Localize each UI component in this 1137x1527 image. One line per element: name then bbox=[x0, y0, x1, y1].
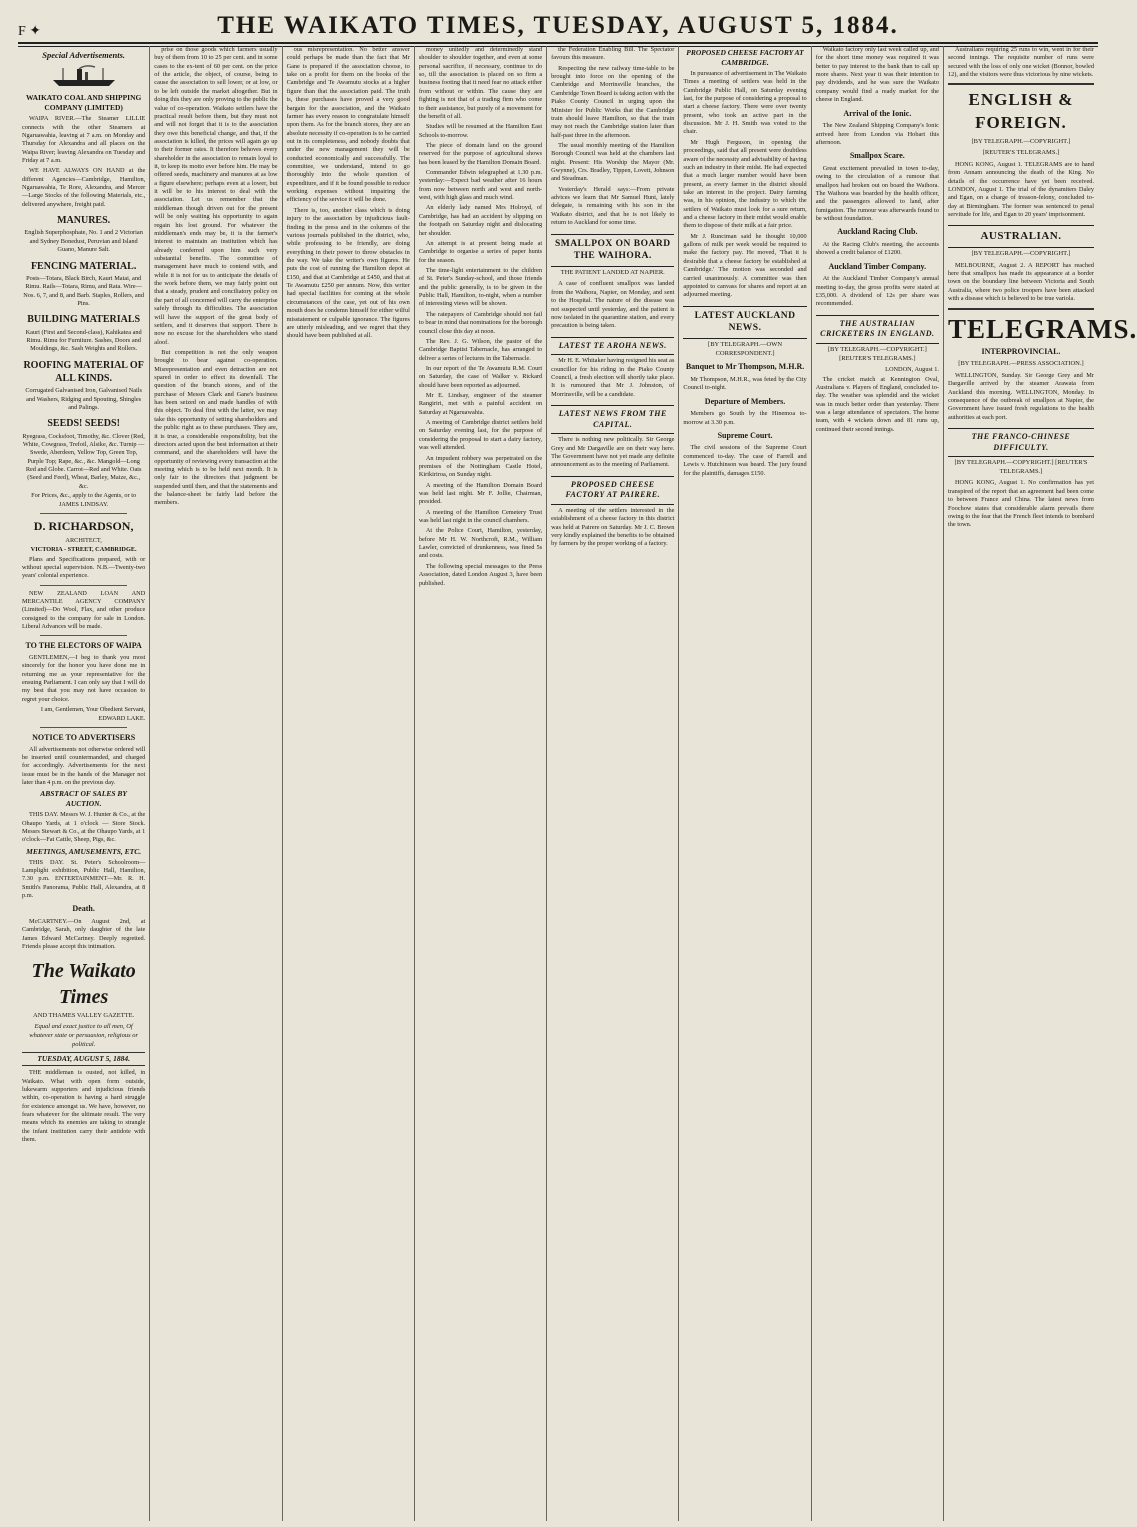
seeds-body: Ryegrass, Cocksfoot, Timothy, &c. Clover (Red, White, Cowgrass, Trefoil, Alsike, &c. Turnip — Swede, Aberdeen, Yellow Top, Green Top, Purple Top; Rape, &c., &c. Mangold—Long Red and Globe. Carrot—Red and White. Oats (Seed and Feed), Wheat, Barley, Maize, &c., &c. bbox=[22, 432, 145, 490]
english-foreign-body: HONG KONG, August 1. TELEGRAMS are to hand from Annam announcing the death of the King. No details of the occurrence have yet been received. LONDON, August 1. The trial of the dynamiters Daley and Egan, on a charge of treason-felony, concluded to-day at Birmingham. The former was sentenced to penal servitude for life, and Egan to 20 years' imprisonment. bbox=[947, 160, 1094, 219]
local-item-ratepayers: The ratepayers of Cambridge should not fail to bear in mind that nominations for the borough council close this day at noon. bbox=[418, 310, 543, 335]
smallpox-scare-body: Great excitement prevailed in town to-day, owing to the circulation of a rumour that smallpox had broken out on board the Waihora. The Waihora was boarded by the health officer, and the passengers allowed to land, after fumigation. The rumour was afterwards found to be without foundation. bbox=[815, 164, 939, 222]
column-6 bbox=[679, 46, 811, 1521]
timber-company-body: At the Auckland Timber Company's annual meeting to-day, the gross profits were stated at £35,000. A dividend of 12s per share was recommended. bbox=[815, 275, 939, 308]
architect-body: Plans and Specifications prepared, with or without special supervision. N.B.—Twenty-two years' colonial experience. bbox=[22, 555, 146, 580]
ionic-body: The New Zealand Shipping Company's Ionic arrived here from London via Hobart this afternoon. bbox=[815, 122, 939, 146]
racing-club-body: At the Racing Club's meeting, the accounts showed a credit balance of £1200. bbox=[815, 240, 939, 257]
editorial-continued-3: ous misrepresentation. No better answer could perhaps be made than the fact that Mr Gane is prepared if the association choose, to take on a profit for them on the books of the Cambridge and Te Awamutu stocks at a higher figure than that the association paid. The truth is, these purchases have proved a very good bargain for the association, and the Waikato farmer has every reason to congratulate himself upon them. As for the branch stores, they are an absolute necessity if co-operation is to be carried out in its completeness, and nobody doubts that under the new management they will be conducted economically and successfully. The committee, we understand, intend to go thoroughly into the whole question of expenditure, and if it be found possible to reduce working expenses without impairing the efficiency of the service it will be done. bbox=[286, 46, 410, 204]
cricketers-heading: THE AUSTRALIAN CRICKETERS IN ENGLAND. bbox=[816, 315, 939, 344]
manures-body: English Superphosphate, No. 1 and 2 Victorian and Sydney Bonedust, Peruvian and Island Guano, Manure Salt. bbox=[24, 229, 143, 254]
racing-club-heading: Auckland Racing Club. bbox=[837, 227, 918, 237]
column-3 bbox=[283, 46, 415, 1521]
federation-item: the Federation Enabling Bill. The Spectator favours this measure. bbox=[551, 46, 675, 62]
council-item: The usual monthly meeting of the Hamilton Borough Council was held at the chambers last night. Present: His Worship the Mayor (Mr. Gwynne), Crs. Bradley, Tippen, Lovett, Johnson and Steadman. bbox=[551, 141, 675, 183]
notice-body: All advertisements not otherwise ordered will be inserted until countermanded, and charged for accordingly. Advertisements for the next issue must be in the hands of the Manager not later than 4 p.m. on the previous day. bbox=[22, 745, 146, 786]
supreme-court-heading: Supreme Court. bbox=[717, 430, 773, 440]
local-item-court-report: In our report of the Te Awamutu R.M. Court on Saturday, the case of Walker v. Rickard should have been reported as adjourned. bbox=[418, 364, 543, 389]
local-item-dairy-meeting: A meeting of Cambridge district settlers held on Saturday evening last, for the purpose of considering the proposal to start a dairy factory, was well attended. bbox=[418, 419, 543, 452]
capital-body: There is nothing new politically. Sir George Grey and Mr Dargaville are on their way here. The Government have not yet made any definite announcement as to the meeting of Parliament. bbox=[551, 436, 675, 469]
local-item-lectures: The Rev. J. G. Wilson, the pastor of the Cambridge Baptist Tabernacle, has arranged to deliver a series of lectures in the Tabernacle. bbox=[418, 337, 543, 362]
divider bbox=[40, 585, 127, 586]
local-item-cemetery: A meeting of the Hamilton Cemetery Trust was held last night in the council chambers. bbox=[418, 508, 543, 525]
pairere-cheese-body: A meeting of the settlers interested in the establishment of a cheese factory in this district was held at Pairere on Saturday. Mr J. C. Brown very kindly explained the benefits to be obtained by farmers by the proper working of a factory. bbox=[551, 506, 675, 548]
newspaper-title: THE WAIKATO TIMES, TUESDAY, AUGUST 5, 1884. bbox=[217, 12, 899, 39]
pairere-cheese-heading: PROPOSED CHEESE FACTORY AT PAIRERE. bbox=[551, 476, 674, 505]
local-item-studies: Studies will be resumed at the Hamilton East Schools to-morrow. bbox=[418, 123, 543, 139]
fencing-body: Posts—Totara, Black Birch, Kauri Matai, and Rimu. Rails—Totara, Rimu, and Rata. Wire—Nos. 6, 7, and 8, and Barb. Staples, Rollers, and Pins. bbox=[23, 274, 144, 307]
masthead bbox=[18, 6, 1098, 44]
australian-body: MELBOURNE, August 2. A REPORT has reached here that smallpox has made its appearance at a border town on the boundary line between Victoria and South Australia, where two police troopers have been attacked with a disease which is believed to be true variola. bbox=[947, 261, 1094, 303]
divider bbox=[948, 308, 1094, 310]
english-foreign-subheading-2: [REUTER'S TELEGRAMS.] bbox=[982, 149, 1060, 157]
building-heading: BUILDING MATERIALS bbox=[27, 314, 141, 326]
divider bbox=[40, 727, 127, 728]
divider bbox=[40, 513, 127, 514]
local-item-police-court: At the Police Court, Hamilton, yesterday, before Mr H. W. Northcroft, R.M., William Lawler, convicted of drunkenness, was fined 5s and costs. bbox=[418, 527, 543, 560]
local-item-accident: An elderly lady named Mrs Holroyd, of Cambridge, has had an accident by slipping on the footpath on Saturday night and dislocating her shoulder. bbox=[418, 204, 543, 237]
smallpox-heading: SMALLPOX ON BOARD THE WAIHORA. bbox=[551, 234, 674, 267]
paper-dateline: TUESDAY, AUGUST 5, 1884. bbox=[22, 1052, 145, 1066]
local-item-weather: Commander Edwin telegraphed at 1.30 p.m. yesterday:—Expect bad weather after 16 hours from now between north and west and north-west, with high glass and much wind. bbox=[418, 169, 543, 202]
paper-subtitle: AND THAMES VALLEY GAZETTE. bbox=[33, 1011, 135, 1019]
franco-chinese-body: HONG KONG, August 1. No confirmation has yet transpired of the report that an agreement had been come to between France and China. The latest news from Foochow states that considerable alarm prevails there owing to the fear that the French fleet intends to bombard the town. bbox=[947, 479, 1094, 529]
local-item-paper-hunts: An attempt is at present being made at Cambridge to organise a series of paper hunts for the season. bbox=[418, 239, 543, 264]
seeds-sign: For Prices, &c., apply to the Agents, or to JAMES LINDSAY. bbox=[31, 492, 137, 508]
column-5 bbox=[547, 46, 679, 1521]
column-7 bbox=[812, 46, 944, 1521]
cricket-continued: Australians requiring 25 runs to win, went in for their second innings. The requisite number of runs were secured with the loss of only one wicket (Bonnor, bowled 12), and the visitors were thus victorious by nine wickets. bbox=[947, 46, 1094, 79]
manures-heading: MANURES. bbox=[57, 215, 111, 227]
local-item-robbery: An impudent robbery was perpetrated on the premises of the Nottingham Castle Hotel, Kirikiriroa, on Sunday night. bbox=[418, 454, 543, 479]
fencing-heading: FENCING MATERIAL. bbox=[30, 260, 137, 272]
franco-chinese-subheading: [BY TELEGRAPH.—COPYRIGHT.] [REUTER'S TELEGRAMS.] bbox=[954, 459, 1088, 475]
special-ads-heading: Special Advertisements. bbox=[42, 50, 126, 60]
editorial-body: THE middleman is ousted, not killed, in Waikato. What with open form outside, lukewarm supporters and injudicious friends within, co-operation is having a hard struggle for existence amongst us. We have, however, no fears whatever for the ultimate result. The very means which its enemies are taking to strangle the infant institution carry their antidote with them. bbox=[22, 1069, 146, 1144]
masthead-mark: F ✦ bbox=[18, 24, 42, 39]
local-item-domain-board: A meeting of the Hamilton Domain Board was held last night. Mr F. Jollie, Chairman, presided. bbox=[418, 481, 543, 506]
newspaper-page bbox=[18, 6, 1137, 1521]
interprovincial-heading: INTERPROVINCIAL. bbox=[981, 346, 1061, 356]
australian-subheading: [BY TELEGRAPH.—COPYRIGHT.] bbox=[971, 250, 1071, 258]
meetings-body: THIS DAY. St. Peter's Schoolroom—Lamplight exhibition, Public Hall, Hamilton, 7.30 p.m. ENTERTAINMENT—Mr. R. H. Smith's Panorama, Public Hall, Alexandra, at 8 p.m. bbox=[22, 858, 146, 900]
local-item-entertainment: The time-light entertainment to the children of St. Peter's Sunday-school, and those friends and the public generally, is to be given in the Public Hall, Hamilton, to-night, when a number of interesting views will be shown. bbox=[418, 266, 543, 308]
death-heading: Death. bbox=[72, 904, 95, 914]
notice-heading: NOTICE TO ADVERTISERS bbox=[32, 732, 136, 742]
smallpox-scare-heading: Smallpox Scare. bbox=[849, 151, 905, 161]
cricketers-body: The cricket match at Kennington Oval, Australians v. Players of England, concluded to-day. The weather was splendid and the wicket was in much better order than yesterday. There was a large attendance of spectators. The home team, with 4 wickets down and 81 runs up, continued their second innings. bbox=[815, 375, 939, 433]
cricketers-subheading: [BY TELEGRAPH.—COPYRIGHT.] [REUTER'S TELEGRAMS.] bbox=[827, 346, 927, 362]
local-item-special-messages: The following special messages to the Press Association, dated London August 3, have been published. bbox=[418, 562, 543, 587]
departure-body: Members go South by the Hinemoa to-morrow at 3.30 p.m. bbox=[683, 410, 807, 426]
cricketers-dateline: LONDON, August 1. bbox=[885, 366, 939, 374]
auckland-news-subheading: [BY TELEGRAPH.—OWN CORRESPONDENT.] bbox=[708, 340, 783, 357]
interprovincial-body: WELLINGTON, Sunday. Sir George Grey and Mr Dargaville arrived by the steamer Arawata from Auckland this morning. WELLINGTON, Monday. In consequence of the outbreak of smallpox at Napier, the Government have issued fresh regulations to the health authorities at each port. bbox=[947, 371, 1094, 421]
abstract-body: THIS DAY. Messrs W. J. Hunter & Co., at the Ohaupo Yards, at 1 o'clock — Store Stock. Messrs Stewart & Co., at the Ohaupo Yards, at 1 o'clock—Fat Cattle, Sheep, Pigs, &c. bbox=[22, 811, 146, 844]
architect-address: VICTORIA - STREET, CAMBRIDGE. bbox=[30, 546, 137, 554]
telegrams-heading: TELEGRAMS. bbox=[947, 313, 1137, 344]
auckland-news-heading: LATEST AUCKLAND NEWS. bbox=[683, 306, 806, 339]
roofing-body: Corrugated Galvanised Iron, Galvanised Nails and Washers, Ridging and Spouting, Shingles and Palings. bbox=[25, 387, 142, 411]
editorial-continued-4: There is, too, another class which is doing injury to the association by injudicious fault-finding in the press and in the columns of the various journals published in the district, who, while professing to be friendly, are doing everything in their power to throw obstacles in the way. We take the writer's own figures. He puts the cost of running the Hamilton depot at £150, and that at Cambridge at £450, and that at Te Awamutu £250 per annum. Now, this writer had special facilities for coming at the whole circumstances of the case, yet out of his own mouth does he condemn himself for either wilful misstatement or culpable ignorance. The figures are utterly misleading, and we regret that they should have been published at all. bbox=[286, 206, 410, 340]
paper-nameplate: The Waikato Times bbox=[31, 959, 136, 1009]
ionic-heading: Arrival of the Ionic. bbox=[843, 108, 912, 118]
column-4 bbox=[415, 46, 547, 1521]
architect-title: ARCHITECT, bbox=[65, 536, 102, 544]
tearoha-body: Mr H. E. Whitaker having resigned his seat as councillor for his riding in the Piako County Council, a fresh election will shortly take place. It is rumoured that Mr J. Johnston, of Morrinsville, will be a candidate. bbox=[551, 357, 675, 398]
column-2 bbox=[150, 46, 282, 1521]
interprovincial-subheading: [BY TELEGRAPH.—PRESS ASSOCIATION.] bbox=[958, 360, 1084, 368]
divider bbox=[40, 635, 127, 636]
english-foreign-subheading: [BY TELEGRAPH.—COPYRIGHT.] bbox=[971, 137, 1071, 145]
electors-body: GENTLEMEN,—I beg to thank you most sincerely for the honor you have done me in returning me as your representative for the ensuing Parliament. I can only say that I will do my best that you may not have occasion to regret your choice. bbox=[22, 654, 146, 703]
loan-company-ad: NEW ZEALAND LOAN AND MERCANTILE AGENCY COMPANY (Limited)—Do Wool, Flax, and other produce consigned to the company for sale in London. Liberal Advances will be made. bbox=[22, 589, 146, 631]
local-item-engineer: Mr E. Lindsay, engineer of the steamer Rangiriri, met with a painful accident on Saturday at Ngaruawahia. bbox=[418, 392, 543, 416]
electors-signature: I am, Gentlemen, Your Obedient Servant, EDWARD LAKE. bbox=[40, 706, 146, 722]
electors-heading: TO THE ELECTORS OF WAIPA bbox=[25, 641, 142, 651]
banquet-body: Mr Thompson, M.H.R., was feted by the City Council to-night. bbox=[683, 375, 807, 392]
tearoha-heading: LATEST TE AROHA NEWS. bbox=[551, 337, 674, 356]
banquet-heading: Banquet to Mr Thompson, M.H.R. bbox=[685, 362, 805, 372]
local-item-domain: The piece of domain land on the ground reserved for the purpose of agricultural shows has been leased by the Hamilton Domain Board. bbox=[418, 141, 543, 166]
roofing-heading: ROOFING MATERIAL OF ALL KINDS. bbox=[23, 359, 144, 384]
divider bbox=[948, 83, 1094, 85]
paper-motto: Equal and exact justice to all men, Of whatever state or persuasion, religious or political. bbox=[29, 1023, 139, 1048]
building-body: Kauri (First and Second-class), Kahikatea and Rimu. Rimu for Furniture. Sashes, Doors and Mouldings, &c. Sash Weights and Rollers. bbox=[25, 328, 142, 353]
cheese-continued: Waikato factory only last week called up, and for the short time money was required it was better to pay interest to the bank than to call up more shares. Next year it was their intention to pay dividends, and he was sure the Waikato company would find a ready market for the cheese in England. bbox=[815, 46, 939, 104]
steamship-icon bbox=[22, 64, 145, 88]
smallpox-subheading: THE PATIENT LANDED AT NAPIER. bbox=[560, 268, 665, 276]
agents-ad-body: WE HAVE ALWAYS ON HAND at the different Agencies—Cambridge, Hamilton, Ngaruawahia, Te Rore, Alexandra, and Mercer—Large Stocks of the following Materials, etc., delivered anywhere, freight paid. bbox=[22, 167, 146, 208]
abstract-heading: ABSTRACT OF SALES BY AUCTION. bbox=[40, 789, 128, 809]
timber-company-heading: Auckland Timber Company. bbox=[828, 261, 927, 271]
cambridge-cheese-body-3: Mr J. Runciman said he thought 10,000 gallons of milk per week would be required to make the factory pay. He moved, 'That it is desirable that a cheese factory be established at Cambridge.' The motion was seconded and carried unanimously. A committee was then appointed to canvass for shares and report at an adjourned meeting. bbox=[683, 232, 807, 299]
railway-item: Respecting the new railway time-table to be brought into force on the opening of the Cambridge and Morrinsville branches, the Cambridge Town Board is taking action with the Piako County Council in urging upon the Minister for Public Works that the Cambridge train should leave Hamilton, so that the train may not reach the Cambridge station later than half-past three in the afternoon. bbox=[551, 64, 675, 139]
columns bbox=[18, 46, 1137, 1521]
australian-heading: AUSTRALIAN. bbox=[948, 225, 1094, 248]
capital-heading: LATEST NEWS FROM THE CAPITAL. bbox=[551, 405, 674, 434]
editorial-continued: prise on those goods which farmers usually buy of them from 10 to 25 per cent. and in some cases to the ex-tent of 60 per cent. on the price of the article, the object, of course, being to cause the association to sell lower, or at low, or to be left outside the market altogether. But in doing this they are only proving to the public the value of co-operation. Waikato settlers have the practical result before them, but they must not and will not forget that it is to the association they owe this beneficial change, and that, if the association is killed, the prices will again go up to their former rates. It therefore behoves every shareholder in the association to remain loyal to it, to keep its motto ever before him. He may be offered seeds, machinery and manures at as low a figure elsewhere; perhaps even at a lower, but it will be to his interest to deal with the association. Let us remember that the middleman though driven out for the present will be only waiting his opportunity to again regain his lost ground. For whatever the middleman's ends may be, it is the farmer's interest to maintain an institution which has already conferred upon him such very substantial benefits. The committee of management have much to contend with, and while it is not for us to anticipate the details of the work before them, we may fairly point out that a steady, prudent and conciliatory policy on the part of all concerned will carry the enterprise safely through its difficulties. The association will have the support of the great body of settlers, and it deserves that support. There is now no excuse for the shareholders who stand aloof. bbox=[154, 46, 278, 346]
cambridge-cheese-body: In pursuance of advertisement in The Waikato Times a meeting of settlers was held in the Cambridge Public Hall, on Saturday evening last, for the purpose of considering a proposal to start a cheese factory. There were over twenty present, who took an active part in the discussion. Mr J. H. Smith was voted to the chair. bbox=[683, 69, 807, 136]
smallpox-body: A case of confluent smallpox was landed from the Waihora, Napier, on Monday, and sent to the Hospital. The nature of the disease was not suspected until yesterday, and the patient is now isolated in the quarantine station, and every precaution is being taken. bbox=[551, 280, 675, 330]
editorial-conclusion: money unitedly and determinedly stand shoulder to shoulder together, and even at some personal sacrifice, if necessary, continue to do so, till the association is placed on so firm a business footing that it need fear no attack either from without or within. The cause they are fighting is not that of a trading firm who come to their assistance, but purely of a movement for the benefit of all. bbox=[418, 46, 543, 120]
herald-item: Yesterday's Herald says:—From private advices we learn that Mr Samuel Hunt, lately delegate, is remaining with his son in the Waikato district, and that he is not likely to return to Auckland for some time. bbox=[551, 185, 675, 227]
cambridge-cheese-heading: PROPOSED CHEESE FACTORY AT CAMBRIDGE. bbox=[686, 48, 804, 67]
meetings-heading: MEETINGS, AMUSEMENTS, ETC. bbox=[26, 846, 142, 856]
seeds-heading: SEEDS! SEEDS! bbox=[47, 418, 120, 430]
departure-heading: Departure of Members. bbox=[704, 396, 786, 406]
architect-name: D. RICHARDSON, bbox=[33, 518, 134, 533]
supreme-court-body: The civil sessions of the Supreme Court commenced to-day. The case of Farrell and Lewis v. Hutchinson was heard. The jury found for the plaintiffs, damages £150. bbox=[683, 444, 807, 477]
editorial-continued-2: But competition is not the only weapon brought to bear against co-operation. Misrepresentation and even detraction are not spared in order to effect its downfall. The question of the branch stores, and of the purchase of Messrs Clark and Gane's business has been seized on and made handles of with this object. To deal first with the latter, we may take this opportunity of setting shareholders and the public right as to these purchases. They are, it is true, a considerable responsibility, but the directors acted upon the best information at their command, and the shareholders will have the opportunity of reviewing every transaction at the meeting which is to be held next month. It is only fair to the directors that judgment be suspended until then, and that the statements and the balance-sheet be fairly laid before the members. bbox=[154, 348, 278, 507]
cambridge-cheese-body-2: Mr Hugh Ferguson, in opening the proceedings, said that all present were doubtless aware of the necessity and advisability of having such an industry in their midst. He had expected that a much larger number would have been present, as every farmer in the district should take an interest in the project. Dairy farming was, in his opinion, the industry to which the settlers of Waikato must look for a sure return, and a cheese factory in their midst would enable them to dispose of their milk at a fair price. bbox=[683, 138, 807, 230]
shipping-ad-body: WAIPA RIVER.—The Steamer LILLIE connects with the other Steamers at Ngaruawahia, leaving at 7 a.m. on Monday and Thursday for Alexandra and all places on the Waipa River; leaving Alexandra on Tuesday and Friday at 7 a.m. bbox=[22, 115, 146, 165]
column-1 bbox=[18, 46, 150, 1521]
column-8 bbox=[944, 46, 1137, 1521]
shipping-ad-heading: WAIKATO COAL AND SHIPPING COMPANY (LIMITED) bbox=[25, 93, 142, 113]
franco-chinese-heading: THE FRANCO-CHINESE DIFFICULTY. bbox=[948, 428, 1094, 457]
death-body: McCARTNEY.—On August 2nd, at Cambridge, Sarah, only daughter of the late James Edward McCartney. Deeply regretted. Friends please accept this intimation. bbox=[22, 918, 146, 951]
english-foreign-heading: ENGLISH & FOREIGN. bbox=[968, 90, 1074, 133]
